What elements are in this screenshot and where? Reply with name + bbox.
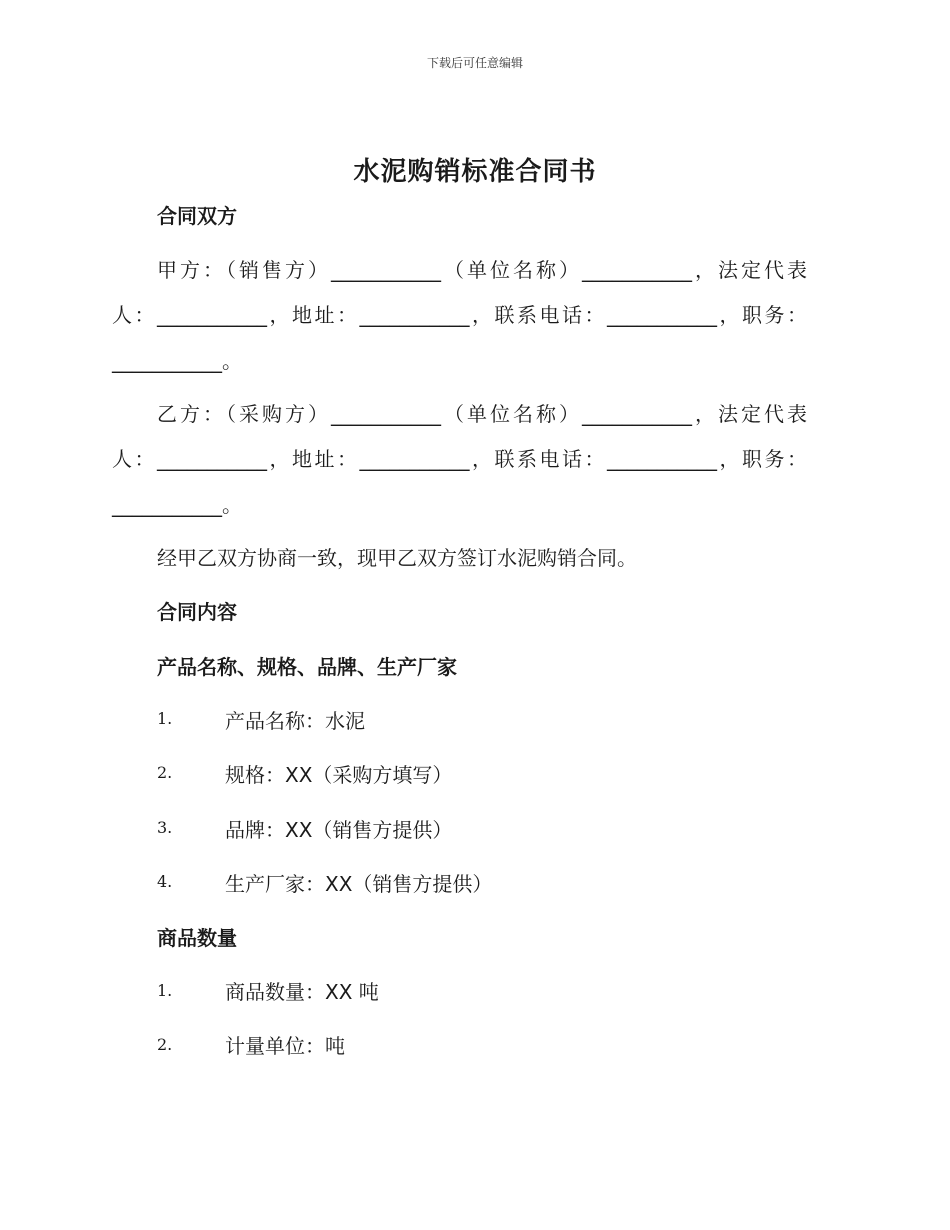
section-heading-quantity: 商品数量: [157, 926, 237, 950]
list-item-number: 2.: [157, 763, 173, 782]
section-heading-parties: 合同双方: [157, 204, 237, 228]
header-note: 下载后可任意编辑: [426, 56, 523, 70]
list-item-number: 1.: [157, 981, 173, 1000]
party-a-line-1: 甲方：（销售方）___________（单位名称）___________，法定代表: [157, 258, 807, 282]
section-heading-product: 产品名称、规格、品牌、生产厂家: [157, 655, 457, 679]
section-heading-contents: 合同内容: [157, 600, 237, 624]
list-item: 品牌：XX（销售方提供）: [225, 818, 453, 842]
list-item: 生产厂家：XX（销售方提供）: [225, 872, 493, 896]
list-item: 产品名称：水泥: [225, 709, 365, 733]
party-b-line-3: ___________。: [112, 493, 242, 517]
document-title: 水泥购销标准合同书: [353, 157, 597, 187]
list-item: 商品数量：XX 吨: [225, 980, 379, 1004]
party-b-line-2: 人：___________，地址：___________，联系电话：___________，职务：: [112, 447, 807, 471]
list-item-number: 2.: [157, 1035, 173, 1054]
list-item-number: 1.: [157, 709, 173, 728]
list-item-number: 4.: [157, 872, 173, 891]
party-a-line-2: 人：___________，地址：___________，联系电话：___________，职务：: [112, 303, 807, 327]
list-item: 规格：XX（采购方填写）: [225, 763, 453, 787]
agreement-statement: 经甲乙双方协商一致，现甲乙双方签订水泥购销合同。: [157, 546, 637, 570]
party-b-line-1: 乙方：（采购方）___________（单位名称）___________，法定代表: [157, 402, 807, 426]
list-item-number: 3.: [157, 818, 173, 837]
party-a-line-3: ___________。: [112, 349, 242, 373]
list-item: 计量单位：吨: [225, 1034, 345, 1058]
